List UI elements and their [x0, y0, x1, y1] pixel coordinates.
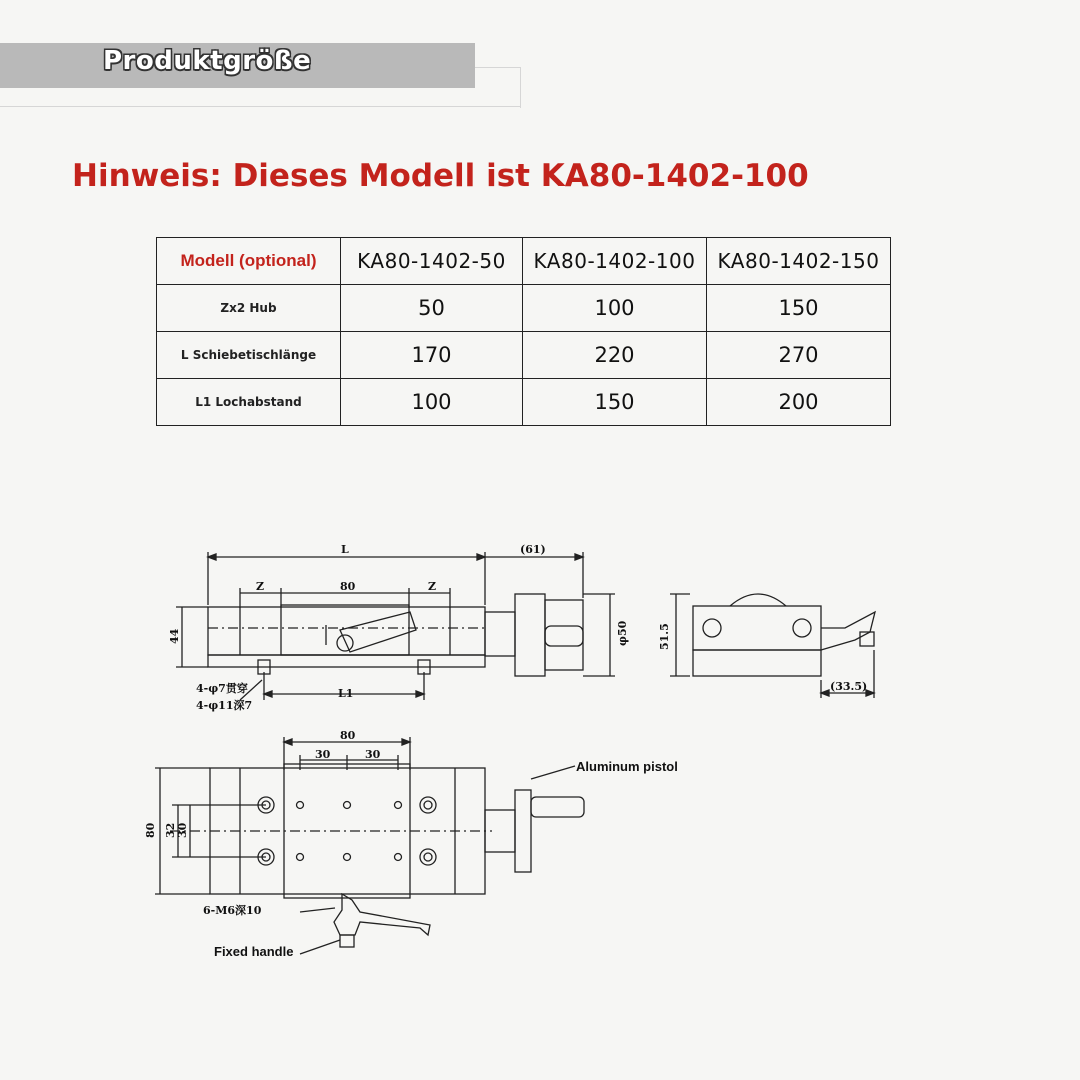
top-view — [155, 737, 584, 954]
model-header: KA80-1402-150 — [707, 238, 891, 285]
dim-44: 44 — [168, 628, 181, 644]
page-title: Produktgröße — [103, 46, 312, 76]
m6-thread-note: 6-M6深10 — [203, 904, 262, 917]
model-header: KA80-1402-50 — [341, 238, 523, 285]
table-cell: 270 — [707, 332, 891, 379]
dim-33-5: (33.5) — [830, 680, 868, 693]
table-cell: 220 — [523, 332, 707, 379]
hole-note-counterbore: 4-φ11深7 — [196, 699, 253, 712]
callout-aluminum-pistol: Aluminum pistol — [576, 759, 678, 774]
table-header-label: Modell (optional) — [157, 238, 341, 285]
dim-L: L — [341, 543, 349, 556]
dim-61: (61) — [520, 543, 546, 556]
table-cell: 100 — [523, 285, 707, 332]
dim-80-front: 80 — [340, 580, 356, 593]
model-header: KA80-1402-100 — [523, 238, 707, 285]
dim-phi50: φ50 — [616, 620, 629, 646]
dim-32: 32 — [164, 822, 177, 838]
front-view — [176, 552, 615, 700]
dim-30-vertical: 30 — [176, 822, 189, 838]
dim-80-vertical: 80 — [144, 822, 157, 838]
callout-fixed-handle: Fixed handle — [214, 944, 294, 959]
dim-z-left: Z — [256, 580, 265, 593]
table-cell: 150 — [707, 285, 891, 332]
row-label: L Schiebetischlänge — [157, 332, 341, 379]
model-notice: Hinweis: Dieses Modell ist KA80-1402-100 — [72, 158, 809, 194]
hole-note-through: 4-φ7贯穿 — [196, 682, 248, 695]
dim-z-right: Z — [428, 580, 437, 593]
row-label: Zx2 Hub — [157, 285, 341, 332]
table-cell: 50 — [341, 285, 523, 332]
table-cell: 200 — [707, 379, 891, 426]
dim-L1: L1 — [338, 687, 354, 700]
table-cell: 100 — [341, 379, 523, 426]
dim-51-5: 51.5 — [658, 623, 671, 650]
table-cell: 150 — [523, 379, 707, 426]
dim-30-left: 30 — [315, 748, 331, 761]
table-cell: 170 — [341, 332, 523, 379]
row-label: L1 Lochabstand — [157, 379, 341, 426]
dim-30-right: 30 — [365, 748, 381, 761]
dim-80-top: 80 — [340, 729, 356, 742]
